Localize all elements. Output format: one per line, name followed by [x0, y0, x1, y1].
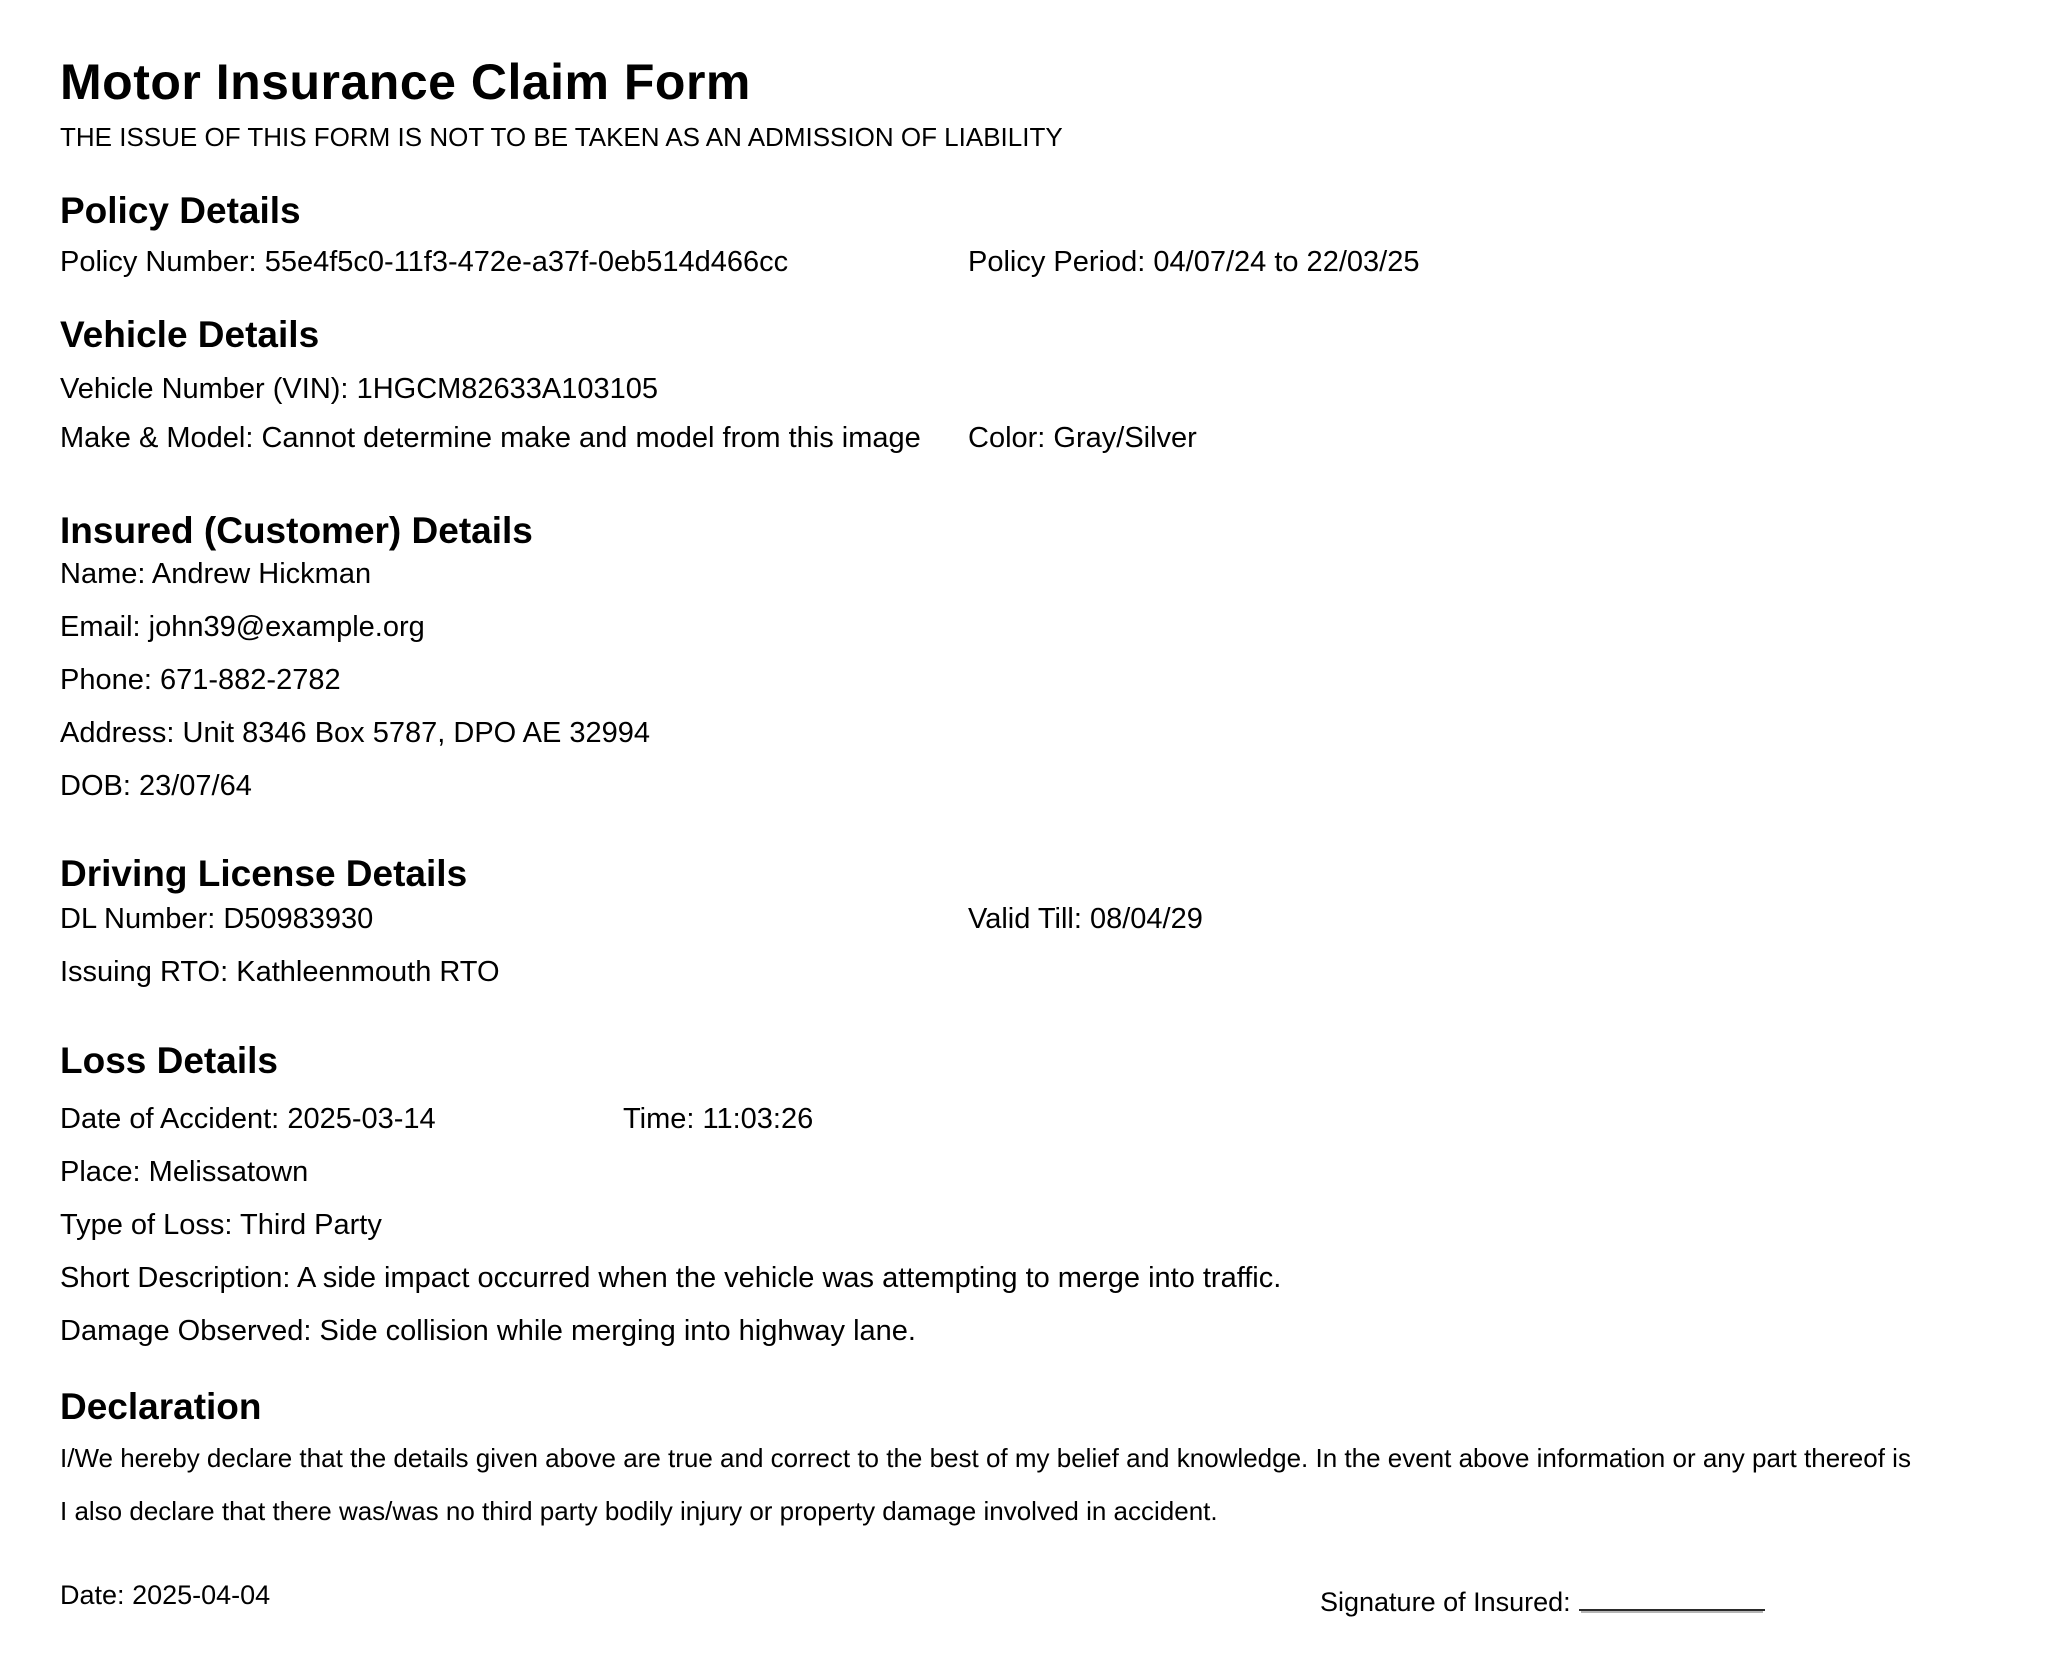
form-date-label: Date: — [60, 1580, 125, 1610]
name-value: Andrew Hickman — [151, 558, 372, 590]
issuing-rto-label: Issuing RTO: — [60, 956, 229, 988]
declaration-line-1: I/We hereby declare that the details given above are true and correct to the best of my belief and knowledge. In the event above information or any part thereof is — [60, 1443, 1911, 1473]
policy-details-heading: Policy Details — [60, 190, 301, 231]
signature-label: Signature of Insured: — [1320, 1587, 1571, 1617]
valid-till-label: Valid Till: — [968, 903, 1082, 935]
damage-observed-value: Side collision while merging into highway lane. — [319, 1315, 916, 1347]
address-label: Address: — [60, 717, 175, 749]
signature-blank-line — [1579, 1582, 1765, 1611]
short-description-value: A side impact occurred when the vehicle was attempting to merge into traffic. — [296, 1262, 1282, 1294]
dob-label: DOB: — [60, 770, 131, 802]
license-details-heading: Driving License Details — [60, 853, 468, 894]
vehicle-details-heading: Vehicle Details — [60, 314, 320, 355]
name-label: Name: — [60, 558, 146, 590]
vin-field — [60, 375, 658, 404]
accident-time-label: Time: — [623, 1103, 695, 1135]
color-value: Gray/Silver — [1053, 422, 1197, 454]
form-date-value: 2025-04-04 — [132, 1580, 271, 1610]
make-model-label: Make & Model: — [60, 422, 254, 454]
policy-period-label: Policy Period: — [968, 246, 1146, 278]
short-description-field — [60, 1264, 1281, 1293]
loss-type-field — [60, 1211, 382, 1240]
damage-observed-label: Damage Observed: — [60, 1315, 312, 1347]
accident-time-value: 11:03:26 — [702, 1103, 814, 1135]
accident-time-field — [623, 1105, 813, 1134]
vin-label: Vehicle Number (VIN): — [60, 373, 349, 405]
make-model-value: Cannot determine make and model from this image — [261, 422, 921, 454]
loss-type-value: Third Party — [240, 1209, 382, 1241]
email-label: Email: — [60, 611, 141, 643]
policy-number-field — [60, 248, 788, 277]
page-title: Motor Insurance Claim Form — [60, 54, 751, 110]
insured-details-heading: Insured (Customer) Details — [60, 510, 533, 551]
email-field — [60, 613, 425, 642]
signature-field — [1320, 1582, 1765, 1616]
valid-till-field — [968, 905, 1203, 934]
dob-value: 23/07/64 — [138, 770, 252, 802]
color-field — [968, 424, 1197, 453]
policy-period-value: 04/07/24 to 22/03/25 — [1153, 246, 1420, 278]
phone-value: 671-882-2782 — [159, 664, 341, 696]
issuing-rto-value: Kathleenmouth RTO — [236, 956, 500, 988]
form-date-field — [60, 1582, 270, 1609]
place-label: Place: — [60, 1156, 141, 1188]
policy-number-value: 55e4f5c0-11f3-472e-a37f-0eb514d466cc — [264, 246, 789, 278]
email-value: john39@example.org — [148, 611, 425, 643]
policy-number-label: Policy Number: — [60, 246, 257, 278]
accident-date-label: Date of Accident: — [60, 1103, 280, 1135]
issuing-rto-field — [60, 958, 500, 987]
make-model-field — [60, 424, 921, 453]
place-value: Melissatown — [148, 1156, 309, 1188]
name-field — [60, 560, 371, 589]
loss-type-label: Type of Loss: — [60, 1209, 233, 1241]
short-description-label: Short Description: — [60, 1262, 291, 1294]
address-field — [60, 719, 650, 748]
policy-period-field — [968, 248, 1419, 277]
accident-date-value: 2025-03-14 — [287, 1103, 436, 1135]
valid-till-value: 08/04/29 — [1089, 903, 1203, 935]
dl-number-label: DL Number: — [60, 903, 216, 935]
dl-number-value: D50983930 — [223, 903, 374, 935]
declaration-heading: Declaration — [60, 1386, 262, 1427]
loss-details-heading: Loss Details — [60, 1040, 278, 1081]
accident-date-field — [60, 1105, 436, 1134]
damage-observed-field — [60, 1317, 916, 1346]
place-field — [60, 1158, 308, 1187]
dl-number-field — [60, 905, 373, 934]
color-label: Color: — [968, 422, 1046, 454]
phone-label: Phone: — [60, 664, 152, 696]
dob-field — [60, 772, 252, 801]
vin-value: 1HGCM82633A103105 — [356, 373, 659, 405]
phone-field — [60, 666, 341, 695]
address-value: Unit 8346 Box 5787, DPO AE 32994 — [182, 717, 651, 749]
declaration-line-2: I also declare that there was/was no third party bodily injury or property damage involved in accident. — [60, 1496, 1218, 1526]
disclaimer-subtitle: THE ISSUE OF THIS FORM IS NOT TO BE TAKEN AS AN ADMISSION OF LIABILITY — [60, 122, 1063, 152]
